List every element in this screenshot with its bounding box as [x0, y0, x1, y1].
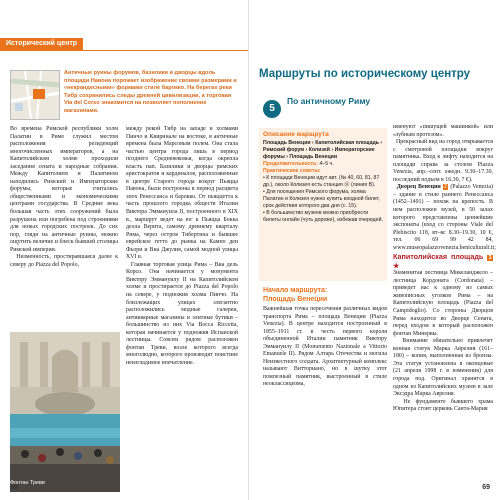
location-badge-3: 3 — [488, 255, 492, 262]
page-title: Маршруты по историческому центру — [259, 68, 471, 80]
right-col2-text-b: Прекрасный вид на город открывается с смотровой площадки вокруг памятника. Вход к лифту находится на площади справа за столом Piazza Venezia, апр.–сент. ежедн. 9.30–17.30, последний подъем в 16.30, 7 €). — [393, 139, 493, 183]
location-badge: 2 — [444, 184, 447, 191]
route-description-heading: Описание маршрута — [263, 131, 329, 138]
start-label: Начало маршрута: — [263, 287, 328, 294]
left-section-tag: Исторический центр — [0, 38, 83, 50]
route-stops: Площадь Венеции › Капитолийская площадь › Римский форум › Колизей › Императорские форумы › Площадь Венеции — [263, 140, 383, 160]
left-running-header — [0, 38, 248, 51]
left-col2-text: между рекой Тибр на западе и холмами Пинчо и Квиринале на востоке, в античные времена была Марсовым полем. Она стала частью центра города лишь в период позднего Средневековья, когда окрепла власть пап. Базилики и дворцы римских аристократов и кардиналов, расположенные в центре Старого города вокруг Пьяцца Навона, были построены в период расцвета эпох Ренессанса и барокко. От пьяццетта к часть прошлого городка обществ Италии Виктора Эммануила II, построенного в XIX в., маршрут ведет на юг к Пьяцца Бокка делла Верита, самому древнему кварталу Рима, через остров Тибертина и бывшее еврейское гетто до рынка на Кампо деи Фьори и Виа Джулия, самой модной улицы XVI в. — [126, 126, 238, 261]
star-icon: ★ — [393, 261, 400, 271]
route-description-body — [263, 140, 383, 224]
palazzo-text: (Palazzo Venezia) – здание в стиле раннего Ренессанса (1452–1491) – похож на крепость. В нем расположен музей, в 50 залах которого представлены ценнейшие экспонаты (вход со стороны Viale del Plebiscito 118, вт–вс 8.30–19.30, 10 €, тел. 06 69 99 42 84, www.museopalazzovenezia.beniculturali.it; — [393, 184, 496, 251]
map-thumbnail-image — [11, 71, 59, 119]
left-col2-text-b: Главная торговая улица Рима – Виа дель Корсо. Она начинается у монумента Виктору Эммануилу II на Капитолийском холме и простирается до Piazza del Popolo на севере, у подножия холма Пинчо. На близлежащих улицах элегантно расположились модные галереи, антикварные магазины и элитные бутики – большинство из них Via Bocca Riccetta, которая начинается у подножия Испанской лестницы. Совсем рядом расположен фонтан Треви, возле которого всегда многолюдно, которого производят поистине неизгладимое впечатление. — [126, 261, 238, 366]
right-col2-text: именуют «пишущей машинкой» или «зубным протезом». — [393, 124, 493, 138]
palazzo-label: Дворец Венеции — [396, 184, 441, 191]
right-col2-text-e: Не фундаменте бывшего храма Юпитера стоит церковь Санта-Мария — [393, 398, 493, 413]
route-name: По античному Риму — [287, 96, 371, 106]
left-column-1 — [10, 126, 118, 269]
left-column-2 — [126, 126, 238, 368]
route-number-badge: 5 — [263, 100, 281, 118]
start-place: Площадь Венеции — [263, 295, 328, 303]
right-page-number: 69 — [482, 484, 490, 491]
right-col2-text-c: Знаменитая лестница Микеланджело – лестница Кордоната (Cordonata) – приведет вас к одному из самых живописных уголков Рима – на Капитолийскую площадь (Piazza del Campidoglio). Со стороны Дворцов Рима находится во Дворце Сената, перед входом в который расположен фонтан Минервы. — [393, 270, 493, 337]
duration-label: Продолжительность: — [263, 161, 318, 167]
capitol-square-heading — [393, 252, 493, 270]
start-heading — [263, 287, 327, 304]
map-thumbnail — [10, 70, 60, 120]
right-col2-text-d: Внимание обязательно привлечет конная статуя Марка Аврелия (161–180) – копия, выполненная из бронзы. Эта статуя установлена в оконцовые (21 апреля 1998 г. в изменения) для города под. Оригинал хранится в одном из Капитолийских музеев в зале Эксэдра Марка Аврелия. — [393, 338, 493, 398]
tip-3: • В большинство музеев можно приобрести билеты онлайн (чуть дороже), избежав очередей. — [263, 210, 383, 223]
right-column-1: Важнейшая точка пересечения различных видов транспорта Рима – площадь Венеции (Piazza Venezia). В центре находится построенный в 1855–1911 гг. в честь первого короля объединенной Италии памятник Виктору Эммануилу II (Monumento Nazionale a Vittorio Emanuele II). Рядом Алтарь Отечества и могила Неизвестного солдата. Архитектурный комплекс называют Витториано, но в шутку этот помпезный памятник, выстроенный в стиле неоклассицизма, — [263, 306, 387, 388]
tip-2: • Для посещения Римского форума, холма Палатин и Колизея нужно купить входной билет, срок действия которого два дня (с. 15). — [263, 189, 380, 209]
capitol-square-title: Капитолийская площадь — [393, 252, 484, 262]
tips-label: Практические советы: — [263, 168, 321, 174]
right-page — [249, 0, 500, 500]
intro-paragraph: Античные руины форумов, базилики и дворцы вдоль площади Навона порожает изображение своими размерами и «некрандесными» формами стиле барокко. На берегах реки Тибр сохранились следы древней цивилизации, а торговая Via del Corso знакомится на позволяет пополнение магазинами. — [64, 70, 237, 114]
trevi-fountain-photo — [10, 332, 120, 492]
duration-value: 4–5 ч. — [319, 161, 334, 167]
left-page — [0, 0, 249, 500]
left-col1-text: Во времена Римской республики холм Палатин в Риме служил местом расположения резиденций многочисленных императоров, а на Капитолийском холме проходили заседания сената и народные собрания. Между Капитолием и Палатином находились Римский и Императорские форумы, которые считались общественными и экономическими центрами государства. В Средние века большая часть этих сооружений была разрушена или погребена под строениями для новых городских построек. До сих пор, глядя на античные руины, можно ощутить величие и блеск бывшей столицы Римской империи. — [10, 126, 118, 253]
right-column-2 — [393, 124, 496, 414]
photo-caption: Фонтан Треви — [10, 480, 45, 486]
left-page-number: 68 — [10, 484, 18, 491]
trevi-fountain-image — [10, 332, 120, 492]
left-col1-text-b: Низменность, простиравшаяся далее к северу до Piazza del Popolo, — [10, 254, 118, 268]
tip-1: • К площади Венеции идут авт. (№ 40, 60, 81, 87 др.), около Колизея есть станция Ⓜ (линия В). — [263, 175, 380, 188]
